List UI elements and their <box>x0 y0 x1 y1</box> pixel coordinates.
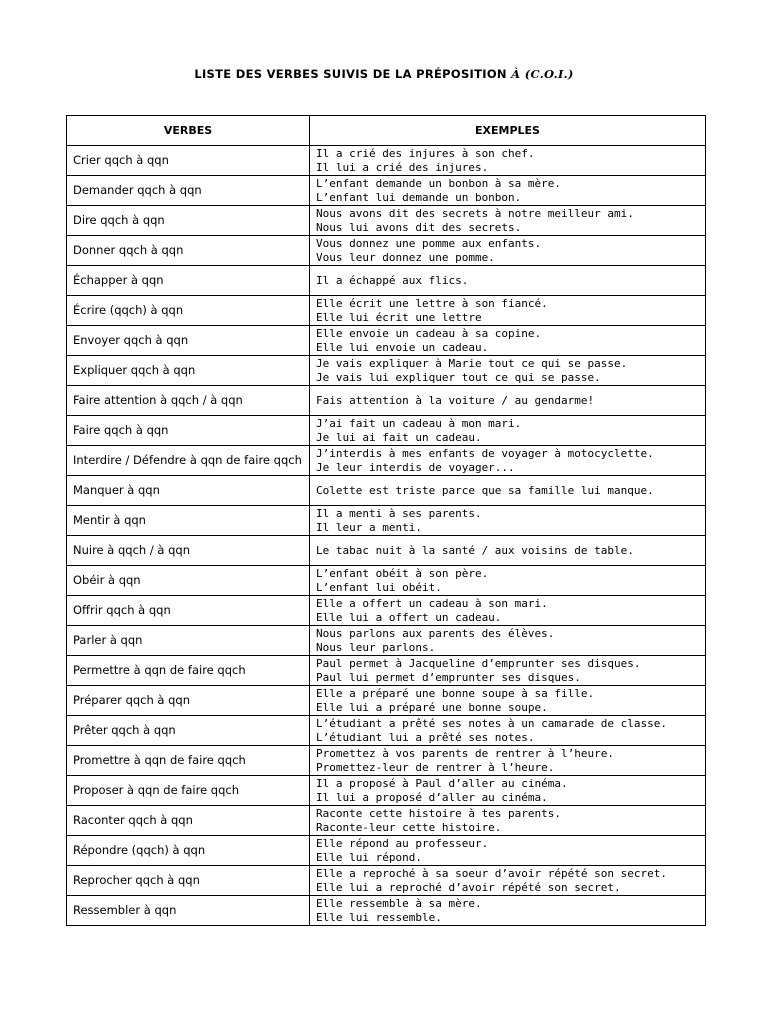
table-row <box>67 176 706 206</box>
example-line: Elle répond au professeur. <box>316 836 489 850</box>
example-line: Elle lui ressemble. <box>316 910 442 924</box>
example-line: Elle a offert un cadeau à son mari. <box>316 596 548 610</box>
table-row <box>67 776 706 806</box>
table-row <box>67 296 706 326</box>
table-row <box>67 686 706 716</box>
example-line: Elle lui a offert un cadeau. <box>316 610 502 624</box>
example-line: L’enfant obéit à son père. <box>316 566 489 580</box>
table-row <box>67 206 706 236</box>
example-line: Raconte cette histoire à tes parents. <box>316 806 562 820</box>
example-line: Il lui a crié des injures. <box>316 160 489 174</box>
example-line: Elle a reproché à sa soeur d’avoir répété son secret. <box>316 866 667 880</box>
example-line: Nous lui avons dit des secrets. <box>316 220 522 234</box>
example-line: Elle lui envoie un cadeau. <box>316 340 489 354</box>
verb-cell: Promettre à qqn de faire qqch <box>67 746 310 776</box>
table-row <box>67 386 706 416</box>
example-cell <box>310 536 706 566</box>
example-cell <box>310 206 706 236</box>
table-row <box>67 416 706 446</box>
example-line: L’enfant demande un bonbon à sa mère. <box>316 176 562 190</box>
example-line: Elle envoie un cadeau à sa copine. <box>316 326 542 340</box>
verb-cell: Écrire (qqch) à qqn <box>67 296 310 326</box>
example-cell <box>310 626 706 656</box>
verb-cell: Faire attention à qqch / à qqn <box>67 386 310 416</box>
example-line: Vous donnez une pomme aux enfants. <box>316 236 542 250</box>
verb-cell: Expliquer qqch à qqn <box>67 356 310 386</box>
table-row <box>67 716 706 746</box>
verb-cell: Crier qqch à qqn <box>67 146 310 176</box>
example-cell <box>310 236 706 266</box>
example-line: Il a menti à ses parents. <box>316 506 482 520</box>
example-line: Nous parlons aux parents des élèves. <box>316 626 555 640</box>
table-row <box>67 896 706 926</box>
example-line: Elle écrit une lettre à son fiancé. <box>316 296 548 310</box>
page-title-italic: À (C.O.I.) <box>511 67 574 81</box>
verb-cell: Permettre à qqn de faire qqch <box>67 656 310 686</box>
example-line: J’interdis à mes enfants de voyager à motocyclette. <box>316 446 654 460</box>
table-row <box>67 266 706 296</box>
table-row <box>67 236 706 266</box>
verb-cell: Préparer qqch à qqn <box>67 686 310 716</box>
example-cell <box>310 146 706 176</box>
verb-cell: Faire qqch à qqn <box>67 416 310 446</box>
example-line: L’étudiant lui a prêté ses notes. <box>316 730 535 744</box>
table-row <box>67 866 706 896</box>
verb-cell: Raconter qqch à qqn <box>67 806 310 836</box>
verb-cell: Manquer à qqn <box>67 476 310 506</box>
example-cell <box>310 566 706 596</box>
verb-cell: Reprocher qqch à qqn <box>67 866 310 896</box>
verb-cell: Proposer à qqn de faire qqch <box>67 776 310 806</box>
example-line: Colette est triste parce que sa famille lui manque. <box>316 483 654 497</box>
example-line: Le tabac nuit à la santé / aux voisins de table. <box>316 543 634 557</box>
example-line: Elle lui a préparé une bonne soupe. <box>316 700 548 714</box>
example-line: Fais attention à la voiture / au gendarme! <box>316 393 595 407</box>
example-line: Promettez à vos parents de rentrer à l’heure. <box>316 746 615 760</box>
table-row <box>67 836 706 866</box>
example-cell <box>310 446 706 476</box>
example-line: Je vais expliquer à Marie tout ce qui se passe. <box>316 356 628 370</box>
table-row <box>67 356 706 386</box>
example-cell <box>310 476 706 506</box>
verb-cell: Mentir à qqn <box>67 506 310 536</box>
verb-cell: Interdire / Défendre à qqn de faire qqch <box>67 446 310 476</box>
verb-cell: Offrir qqch à qqn <box>67 596 310 626</box>
table-row <box>67 506 706 536</box>
verb-cell: Envoyer qqch à qqn <box>67 326 310 356</box>
example-line: Promettez-leur de rentrer à l’heure. <box>316 760 555 774</box>
example-line: Elle lui écrit une lettre <box>316 310 482 324</box>
example-line: Raconte-leur cette histoire. <box>316 820 502 834</box>
verb-cell: Répondre (qqch) à qqn <box>67 836 310 866</box>
example-cell <box>310 416 706 446</box>
column-header-verbes: VERBES <box>67 116 310 146</box>
example-line: L’enfant lui obéit. <box>316 580 442 594</box>
example-cell <box>310 176 706 206</box>
example-cell <box>310 296 706 326</box>
example-cell <box>310 656 706 686</box>
example-line: Il leur a menti. <box>316 520 422 534</box>
example-line: L’enfant lui demande un bonbon. <box>316 190 522 204</box>
example-cell <box>310 356 706 386</box>
example-line: Elle lui répond. <box>316 850 422 864</box>
example-line: Elle lui a reproché d’avoir répété son secret. <box>316 880 621 894</box>
verb-cell: Échapper à qqn <box>67 266 310 296</box>
example-cell <box>310 806 706 836</box>
table-row <box>67 566 706 596</box>
example-line: Nous avons dit des secrets à notre meilleur ami. <box>316 206 634 220</box>
table-row <box>67 596 706 626</box>
page-title <box>0 67 768 81</box>
example-line: Je leur interdis de voyager... <box>316 460 515 474</box>
example-line: Il lui a proposé d’aller au cinéma. <box>316 790 548 804</box>
example-line: Il a crié des injures à son chef. <box>316 146 535 160</box>
example-cell <box>310 326 706 356</box>
example-line: Je vais lui expliquer tout ce qui se passe. <box>316 370 601 384</box>
example-line: J’ai fait un cadeau à mon mari. <box>316 416 522 430</box>
example-cell <box>310 596 706 626</box>
example-line: Paul lui permet d’emprunter ses disques. <box>316 670 581 684</box>
example-line: Il a proposé à Paul d’aller au cinéma. <box>316 776 568 790</box>
example-cell <box>310 266 706 296</box>
example-cell <box>310 836 706 866</box>
verb-cell: Obéir à qqn <box>67 566 310 596</box>
table-row <box>67 446 706 476</box>
example-cell <box>310 896 706 926</box>
verb-cell: Donner qqch à qqn <box>67 236 310 266</box>
example-cell <box>310 506 706 536</box>
example-line: Il a échappé aux flics. <box>316 273 469 287</box>
table-row <box>67 326 706 356</box>
verb-cell: Demander qqch à qqn <box>67 176 310 206</box>
table-row <box>67 806 706 836</box>
table-row <box>67 626 706 656</box>
example-line: L’étudiant a prêté ses notes à un camarade de classe. <box>316 716 667 730</box>
table-row <box>67 746 706 776</box>
example-cell <box>310 746 706 776</box>
verb-cell: Prêter qqch à qqn <box>67 716 310 746</box>
example-line: Elle ressemble à sa mère. <box>316 896 482 910</box>
table-header-row <box>67 116 706 146</box>
example-cell <box>310 716 706 746</box>
table-row <box>67 476 706 506</box>
verb-cell: Parler à qqn <box>67 626 310 656</box>
page-title-main: LISTE DES VERBES SUIVIS DE LA PRÉPOSITION <box>194 67 512 81</box>
example-line: Elle a préparé une bonne soupe à sa fille. <box>316 686 595 700</box>
table-row <box>67 656 706 686</box>
example-cell <box>310 386 706 416</box>
table-row <box>67 536 706 566</box>
example-line: Paul permet à Jacqueline d’emprunter ses disques. <box>316 656 641 670</box>
table-row <box>67 146 706 176</box>
example-line: Nous leur parlons. <box>316 640 436 654</box>
example-cell <box>310 866 706 896</box>
example-line: Je lui ai fait un cadeau. <box>316 430 482 444</box>
verb-cell: Nuire à qqch / à qqn <box>67 536 310 566</box>
example-line: Vous leur donnez une pomme. <box>316 250 495 264</box>
example-cell <box>310 776 706 806</box>
verbs-table <box>66 115 706 926</box>
verb-cell: Ressembler à qqn <box>67 896 310 926</box>
example-cell <box>310 686 706 716</box>
column-header-exemples: EXEMPLES <box>310 116 706 146</box>
verb-cell: Dire qqch à qqn <box>67 206 310 236</box>
